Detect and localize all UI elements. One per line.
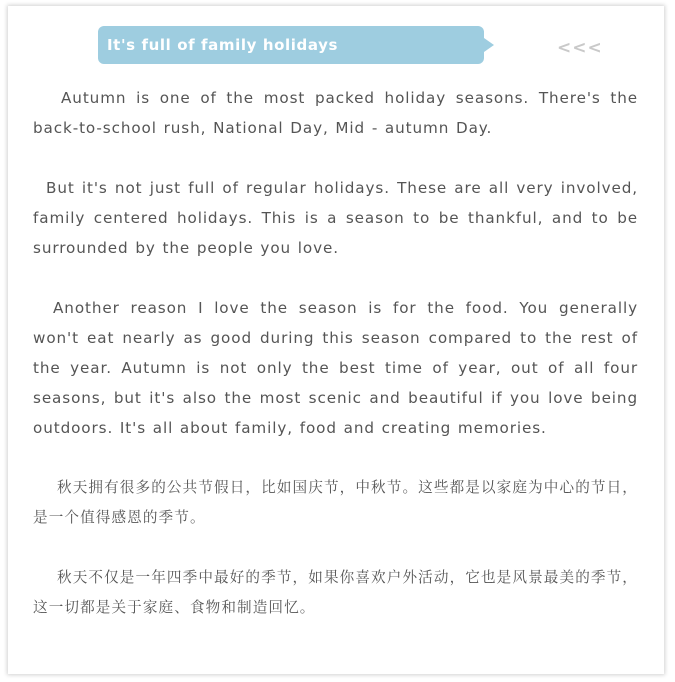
paragraph-en-2: But it's not just full of regular holidays. These are all very involved, family centered holidays. This is a season to be thankful, and to be surrounded by the people you love.: [33, 179, 638, 257]
section-title: It's full of family holidays: [107, 36, 338, 54]
article-body: [33, 83, 638, 653]
paragraph-zh-2: 秋天不仅是一年四季中最好的季节，如果你喜欢户外活动，它也是风景最美的季节，这一切都是关于家庭、食物和制造回忆。: [33, 569, 638, 616]
paragraph-en-3: Another reason I love the season is for the food. You generally won't eat nearly as good during this season compared to the rest of the year. Autumn is not only the best time of year, out of all four seasons, but it's also the most scenic and beautiful if you love being outdoors. It's all about family, food and creating memories.: [33, 299, 638, 437]
chevron-left-icon: <<<: [557, 38, 603, 58]
article-card: [8, 6, 664, 674]
section-title-banner: [98, 26, 484, 64]
banner-arrow-tip: [484, 38, 494, 52]
paragraph-zh-1: 秋天拥有很多的公共节假日，比如国庆节，中秋节。这些都是以家庭为中心的节日，是一个值得感恩的季节。: [33, 479, 638, 526]
paragraph-en-1: Autumn is one of the most packed holiday seasons. There's the back-to-school rush, National Day, Mid - autumn Day.: [33, 89, 638, 137]
